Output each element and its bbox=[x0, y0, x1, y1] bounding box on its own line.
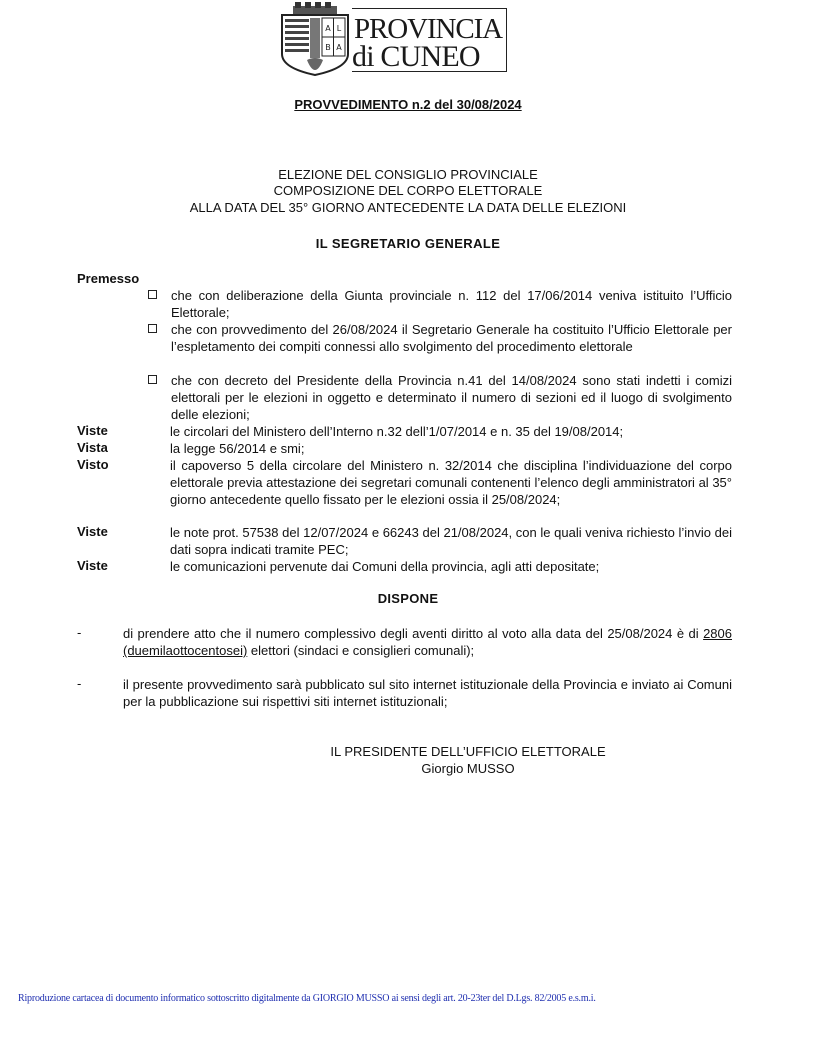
recital-label: Viste bbox=[77, 423, 108, 438]
recital-label: Viste bbox=[77, 524, 108, 539]
recital-text: le note prot. 57538 del 12/07/2024 e 66243 del 21/08/2024, con le quali veniva richiesto l’invio dei dati sopra indicati tramite PEC; bbox=[170, 525, 732, 557]
dash-bullet: - bbox=[77, 625, 82, 640]
checkbox-square-icon bbox=[148, 375, 157, 384]
subject-line-3: ALLA DATA DEL 35° GIORNO ANTECEDENTE LA DATA DELLE ELEZIONI bbox=[189, 200, 627, 215]
logo-line-1: PROVINCIA bbox=[354, 13, 502, 45]
recital-label: Viste bbox=[77, 558, 108, 573]
crest-letter: B bbox=[325, 43, 331, 52]
elector-count: 2806 (duemilaottocentosei) bbox=[123, 626, 732, 658]
logo-line-2: di CUNEO bbox=[352, 40, 480, 73]
signature-role: IL PRESIDENTE DELL’UFFICIO ELETTORALE bbox=[330, 744, 606, 759]
list-item bbox=[147, 372, 732, 423]
dispone-item-1-tail: elettori (sindaci e consiglieri comunali); bbox=[247, 643, 475, 658]
list-item-text: che con provvedimento del 26/08/2024 il Segretario Generale ha costituito l’Ufficio Elettorale per l’espletamento dei compiti connessi allo svolgimento del procedimento elettorale bbox=[171, 322, 732, 354]
dash-bullet: - bbox=[77, 676, 82, 691]
logo-wordmark bbox=[352, 8, 507, 72]
list-item bbox=[147, 321, 732, 372]
recital-label: Vista bbox=[77, 440, 108, 455]
crest-icon bbox=[279, 2, 351, 76]
premesso-label: Premesso bbox=[77, 271, 140, 286]
checkbox-square-icon bbox=[148, 290, 157, 299]
checkbox-square-icon bbox=[148, 324, 157, 333]
crest-letter: A bbox=[325, 24, 331, 33]
document-title bbox=[0, 97, 816, 112]
signature-name: Giorgio MUSSO bbox=[421, 761, 515, 776]
issuing-authority: IL SEGRETARIO GENERALE bbox=[315, 236, 501, 251]
dispone-heading: DISPONE bbox=[377, 591, 439, 606]
digital-signature-footer: Riproduzione cartacea di documento informatico sottoscritto digitalmente da GIORGIO MUSSO ai sensi degli art. 20-23ter del D.Lgs. 82/2005 e.s.m.i. bbox=[18, 993, 596, 1004]
dispone-item-1-text: di prendere atto che il numero complessivo degli aventi diritto al voto alla data del 25/08/2024 è di bbox=[123, 626, 704, 641]
dispone-item-2: il presente provvedimento sarà pubblicato sul sito internet istituzionale della Provincia e inviato ai Comuni per la pubblicazione sui rispettivi siti internet istituzionali; bbox=[123, 677, 732, 709]
subject-line-1: ELEZIONE DEL CONSIGLIO PROVINCIALE bbox=[278, 167, 538, 182]
province-logo bbox=[279, 2, 507, 76]
recital-label: Visto bbox=[77, 457, 109, 472]
document-title-text: PROVVEDIMENTO n.2 del 30/08/2024 bbox=[294, 97, 522, 112]
list-item-text: che con deliberazione della Giunta provinciale n. 112 del 17/06/2014 veniva istituito l’Ufficio Elettorale; bbox=[171, 288, 732, 320]
crest-letter: L bbox=[336, 24, 342, 33]
crest-letter: A bbox=[336, 43, 342, 52]
dispone-item-1 bbox=[123, 625, 732, 659]
list-item bbox=[147, 287, 732, 321]
signature-block bbox=[310, 743, 626, 777]
recital-text: il capoverso 5 della circolare del Ministero n. 32/2014 che disciplina l’individuazione del corpo elettorale previa attestazione dei segretari comunali contenenti l’elenco degli amministratori al 35° giorno antecedente quello fissato per le elezioni ossia il 25/08/2024; bbox=[170, 458, 732, 507]
list-item-text: che con decreto del Presidente della Provincia n.41 del 14/08/2024 sono stati indetti i comizi elettorali per le elezioni in oggetto e determinato il numero di sezioni ed il luogo di svolgimento delle elezioni; bbox=[171, 373, 732, 422]
subject-line-2: COMPOSIZIONE DEL CORPO ELETTORALE bbox=[273, 183, 543, 198]
recital-text: le circolari del Ministero dell’Interno n.32 dell’1/07/2014 e n. 35 del 19/08/2014; bbox=[170, 424, 624, 439]
recital-text: le comunicazioni pervenute dai Comuni della provincia, agli atti depositate; bbox=[170, 559, 600, 574]
recital-text: la legge 56/2014 e smi; bbox=[170, 441, 305, 456]
